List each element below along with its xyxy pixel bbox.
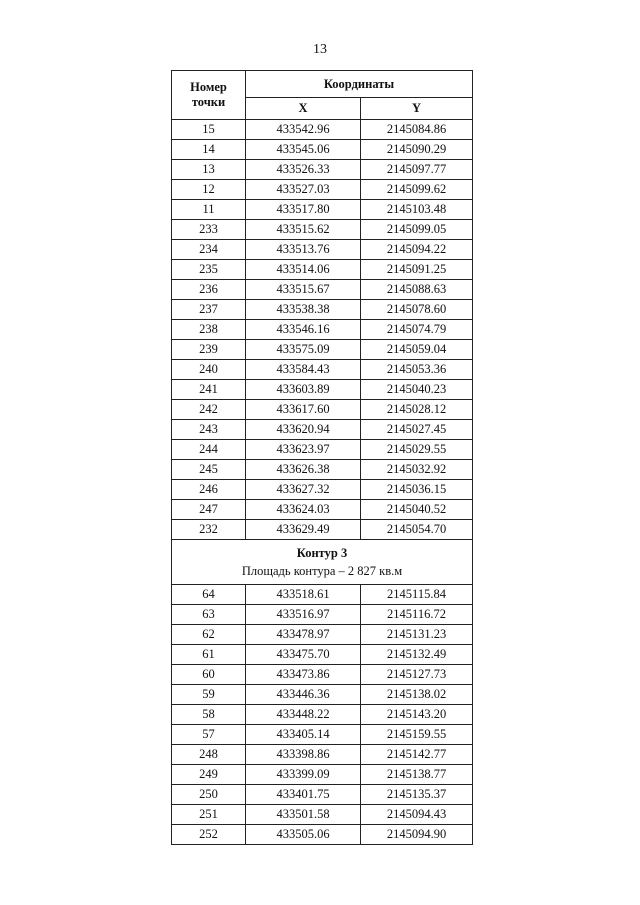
table-row — [172, 645, 473, 665]
y-coordinate-cell: 2145094.43 — [361, 805, 473, 825]
table-row — [172, 745, 473, 765]
y-coordinate-cell: 2145027.45 — [361, 420, 473, 440]
header-point-number: Номер точки — [172, 71, 246, 120]
x-coordinate-cell: 433475.70 — [246, 645, 361, 665]
table-row — [172, 260, 473, 280]
point-number-cell: 15 — [172, 120, 246, 140]
y-coordinate-cell: 2145094.22 — [361, 240, 473, 260]
x-coordinate-cell: 433542.96 — [246, 120, 361, 140]
x-coordinate-cell: 433575.09 — [246, 340, 361, 360]
y-coordinate-cell: 2145091.25 — [361, 260, 473, 280]
table-row — [172, 520, 473, 540]
x-coordinate-cell: 433405.14 — [246, 725, 361, 745]
section-contour-3 — [172, 540, 473, 585]
table-body-contour-3 — [172, 585, 473, 845]
y-coordinate-cell: 2145135.37 — [361, 785, 473, 805]
section-title: Контур 3 — [296, 546, 348, 560]
table-row — [172, 625, 473, 645]
x-coordinate-cell: 433527.03 — [246, 180, 361, 200]
x-coordinate-cell: 433448.22 — [246, 705, 361, 725]
y-coordinate-cell: 2145131.23 — [361, 625, 473, 645]
point-number-cell: 245 — [172, 460, 246, 480]
table-row — [172, 320, 473, 340]
point-number-cell: 233 — [172, 220, 246, 240]
y-coordinate-cell: 2145127.73 — [361, 665, 473, 685]
table-row — [172, 785, 473, 805]
x-coordinate-cell: 433501.58 — [246, 805, 361, 825]
table-row — [172, 380, 473, 400]
y-coordinate-cell: 2145116.72 — [361, 605, 473, 625]
point-number-cell: 63 — [172, 605, 246, 625]
point-number-cell: 58 — [172, 705, 246, 725]
x-coordinate-cell: 433626.38 — [246, 460, 361, 480]
table-row — [172, 180, 473, 200]
x-coordinate-cell: 433526.33 — [246, 160, 361, 180]
point-number-cell: 13 — [172, 160, 246, 180]
point-number-cell: 61 — [172, 645, 246, 665]
point-number-cell: 238 — [172, 320, 246, 340]
table-row — [172, 220, 473, 240]
y-coordinate-cell: 2145040.23 — [361, 380, 473, 400]
x-coordinate-cell: 433473.86 — [246, 665, 361, 685]
y-coordinate-cell: 2145040.52 — [361, 500, 473, 520]
x-coordinate-cell: 433514.06 — [246, 260, 361, 280]
y-coordinate-cell: 2145142.77 — [361, 745, 473, 765]
table-header — [172, 71, 473, 120]
table-row — [172, 120, 473, 140]
point-number-cell: 250 — [172, 785, 246, 805]
y-coordinate-cell: 2145053.36 — [361, 360, 473, 380]
coordinates-table — [171, 70, 473, 845]
y-coordinate-cell: 2145074.79 — [361, 320, 473, 340]
x-coordinate-cell: 433518.61 — [246, 585, 361, 605]
point-number-cell: 235 — [172, 260, 246, 280]
table-row — [172, 360, 473, 380]
y-coordinate-cell: 2145032.92 — [361, 460, 473, 480]
x-coordinate-cell: 433516.97 — [246, 605, 361, 625]
point-number-cell: 241 — [172, 380, 246, 400]
point-number-cell: 236 — [172, 280, 246, 300]
x-coordinate-cell: 433446.36 — [246, 685, 361, 705]
x-coordinate-cell: 433627.32 — [246, 480, 361, 500]
table-row — [172, 705, 473, 725]
point-number-cell: 246 — [172, 480, 246, 500]
x-coordinate-cell: 433478.97 — [246, 625, 361, 645]
x-coordinate-cell: 433515.67 — [246, 280, 361, 300]
x-coordinate-cell: 433617.60 — [246, 400, 361, 420]
y-coordinate-cell: 2145132.49 — [361, 645, 473, 665]
y-coordinate-cell: 2145090.29 — [361, 140, 473, 160]
point-number-cell: 237 — [172, 300, 246, 320]
section-area: Площадь контура – 2 827 кв.м — [241, 564, 403, 578]
point-number-cell: 242 — [172, 400, 246, 420]
x-coordinate-cell: 433629.49 — [246, 520, 361, 540]
point-number-cell: 57 — [172, 725, 246, 745]
y-coordinate-cell: 2145138.77 — [361, 765, 473, 785]
x-coordinate-cell: 433538.38 — [246, 300, 361, 320]
point-number-cell: 251 — [172, 805, 246, 825]
point-number-cell: 11 — [172, 200, 246, 220]
x-coordinate-cell: 433546.16 — [246, 320, 361, 340]
point-number-cell: 248 — [172, 745, 246, 765]
table-row — [172, 200, 473, 220]
point-number-cell: 59 — [172, 685, 246, 705]
y-coordinate-cell: 2145059.04 — [361, 340, 473, 360]
page-number: 13 — [313, 42, 327, 57]
table-row — [172, 440, 473, 460]
table-row — [172, 400, 473, 420]
x-coordinate-cell: 433623.97 — [246, 440, 361, 460]
table-row — [172, 685, 473, 705]
y-coordinate-cell: 2145099.05 — [361, 220, 473, 240]
point-number-cell: 234 — [172, 240, 246, 260]
table-row — [172, 480, 473, 500]
x-coordinate-cell: 433624.03 — [246, 500, 361, 520]
y-coordinate-cell: 2145159.55 — [361, 725, 473, 745]
x-coordinate-cell: 433399.09 — [246, 765, 361, 785]
y-coordinate-cell: 2145097.77 — [361, 160, 473, 180]
header-coordinates: Координаты — [246, 71, 473, 98]
x-coordinate-cell: 433505.06 — [246, 825, 361, 845]
table-row — [172, 805, 473, 825]
table-row — [172, 300, 473, 320]
x-coordinate-cell: 433401.75 — [246, 785, 361, 805]
x-coordinate-cell: 433517.80 — [246, 200, 361, 220]
point-number-cell: 64 — [172, 585, 246, 605]
table-body-contour-2 — [172, 120, 473, 540]
point-number-cell: 243 — [172, 420, 246, 440]
table-row — [172, 420, 473, 440]
table-row — [172, 140, 473, 160]
y-coordinate-cell: 2145143.20 — [361, 705, 473, 725]
y-coordinate-cell: 2145036.15 — [361, 480, 473, 500]
table-row — [172, 605, 473, 625]
table-row — [172, 340, 473, 360]
header-x: X — [246, 98, 361, 120]
header-y: Y — [361, 98, 473, 120]
table-row — [172, 460, 473, 480]
point-number-cell: 14 — [172, 140, 246, 160]
y-coordinate-cell: 2145054.70 — [361, 520, 473, 540]
y-coordinate-cell: 2145099.62 — [361, 180, 473, 200]
point-number-cell: 252 — [172, 825, 246, 845]
point-number-cell: 12 — [172, 180, 246, 200]
y-coordinate-cell: 2145115.84 — [361, 585, 473, 605]
table-row — [172, 160, 473, 180]
point-number-cell: 232 — [172, 520, 246, 540]
section-row — [172, 540, 473, 585]
y-coordinate-cell: 2145103.48 — [361, 200, 473, 220]
x-coordinate-cell: 433398.86 — [246, 745, 361, 765]
point-number-cell: 240 — [172, 360, 246, 380]
y-coordinate-cell: 2145094.90 — [361, 825, 473, 845]
y-coordinate-cell: 2145028.12 — [361, 400, 473, 420]
point-number-cell: 247 — [172, 500, 246, 520]
table-row — [172, 280, 473, 300]
x-coordinate-cell: 433603.89 — [246, 380, 361, 400]
point-number-cell: 62 — [172, 625, 246, 645]
table-row — [172, 500, 473, 520]
y-coordinate-cell: 2145088.63 — [361, 280, 473, 300]
table-row — [172, 825, 473, 845]
table-row — [172, 765, 473, 785]
point-number-cell: 60 — [172, 665, 246, 685]
y-coordinate-cell: 2145138.02 — [361, 685, 473, 705]
table-row — [172, 585, 473, 605]
table-row — [172, 240, 473, 260]
x-coordinate-cell: 433620.94 — [246, 420, 361, 440]
point-number-cell: 249 — [172, 765, 246, 785]
x-coordinate-cell: 433545.06 — [246, 140, 361, 160]
x-coordinate-cell: 433584.43 — [246, 360, 361, 380]
table-row — [172, 665, 473, 685]
table-row — [172, 725, 473, 745]
point-number-cell: 239 — [172, 340, 246, 360]
y-coordinate-cell: 2145084.86 — [361, 120, 473, 140]
x-coordinate-cell: 433513.76 — [246, 240, 361, 260]
y-coordinate-cell: 2145029.55 — [361, 440, 473, 460]
x-coordinate-cell: 433515.62 — [246, 220, 361, 240]
y-coordinate-cell: 2145078.60 — [361, 300, 473, 320]
point-number-cell: 244 — [172, 440, 246, 460]
